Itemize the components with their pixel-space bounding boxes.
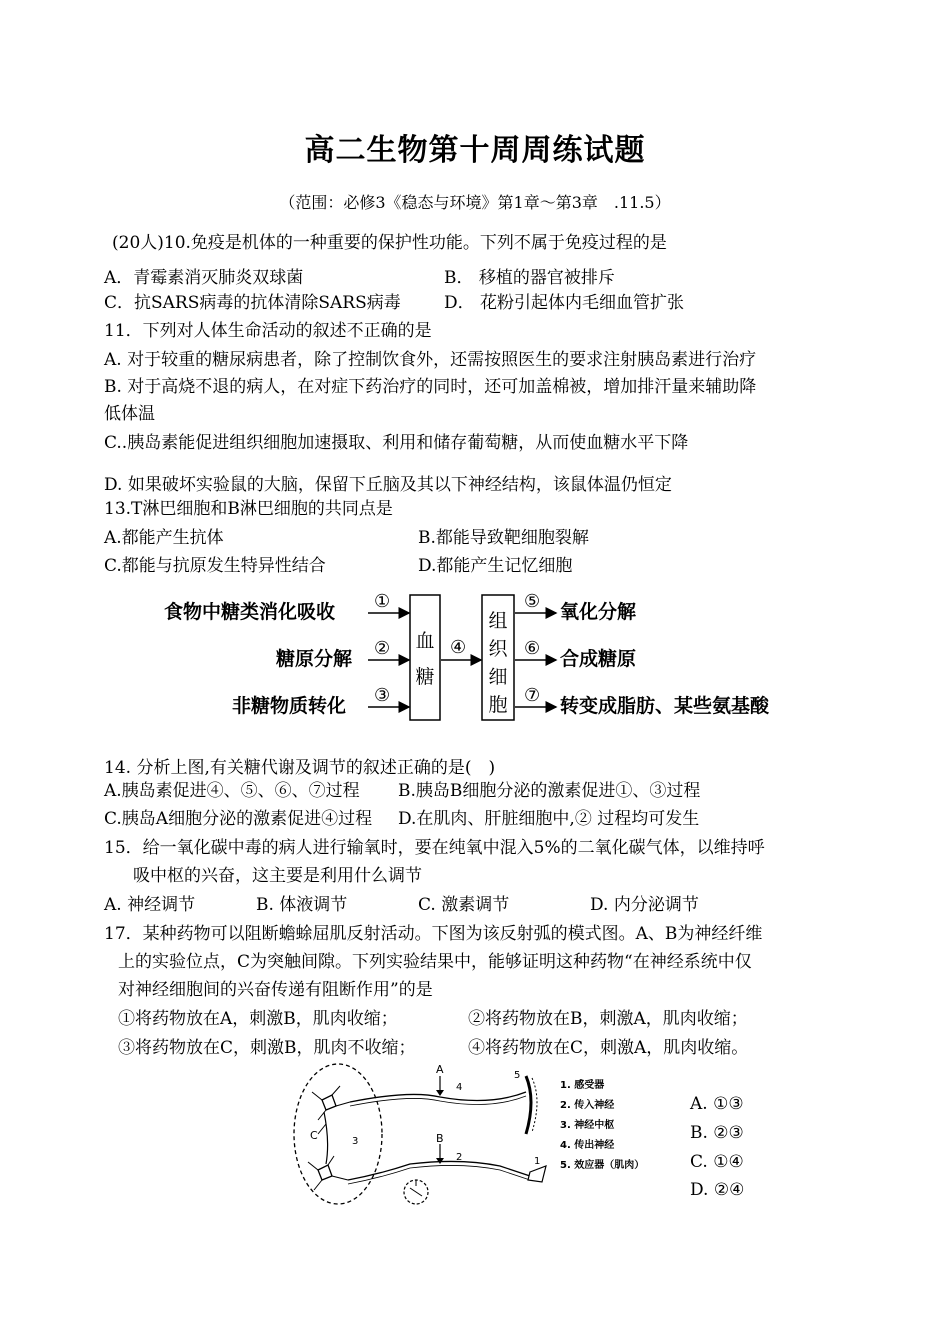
tissue-text-char: 胞 xyxy=(488,694,508,716)
q17-stem-line2: 上的实验位点，C为突触间隙。下列实验结果中，能够证明这种药物“在神经系统中仅 xyxy=(118,952,752,972)
q17-option-d: D. ②④ xyxy=(690,1180,745,1200)
num-3: ③ xyxy=(374,685,391,706)
q15-option-a: A. 神经调节 xyxy=(104,895,196,915)
reflex-arc-diagram xyxy=(290,1062,680,1222)
num-1: ① xyxy=(374,591,391,612)
blood-text-char: 糖 xyxy=(415,666,435,688)
legend-4: 4. 传出神经 xyxy=(560,1140,615,1151)
q17-option-a: A. ①③ xyxy=(690,1094,744,1114)
page-subtitle: （范围：必修3《稳态与环境》第1章～第3章 .11.5） xyxy=(279,193,671,212)
q13-option-d: D.都能产生记忆细胞 xyxy=(418,556,573,576)
nerve-center-outline xyxy=(294,1064,382,1204)
point-c-label: C xyxy=(310,1129,318,1142)
point-a-label: A xyxy=(436,1063,444,1076)
legend-1: 1. 感受器 xyxy=(560,1080,605,1091)
q17-option-b: B. ②③ xyxy=(690,1123,744,1143)
q13-option-a: A.都能产生抗体 xyxy=(104,528,224,548)
blood-text-char: 血 xyxy=(415,630,435,652)
sugar-input-label-3: 非糖物质转化 xyxy=(232,695,347,717)
label-num-5: 5 xyxy=(514,1070,521,1081)
sugar-input-label-2: 糖原分解 xyxy=(276,648,353,670)
label-num-3: 3 xyxy=(352,1136,359,1147)
q10-option-b: B． 移植的器官被排斥 xyxy=(444,268,615,288)
q13-stem: 13.T淋巴细胞和B淋巴细胞的共同点是 xyxy=(104,499,393,519)
neuron-cell-upper xyxy=(312,1086,350,1120)
sugar-output-label-1: 氧化分解 xyxy=(560,601,637,623)
num-6: ⑥ xyxy=(524,638,541,659)
q14-stem: 14. 分析上图,有关糖代谢及调节的叙述正确的是( ) xyxy=(104,758,496,778)
q14-option-d: D.在肌肉、肝脏细胞中,② 过程均可发生 xyxy=(398,809,700,829)
q10-option-d: D． 花粉引起体内毛细血管扩张 xyxy=(444,293,685,313)
q14-option-c: C.胰岛A细胞分泌的激素促进④过程 xyxy=(104,809,373,829)
receptor xyxy=(528,1166,546,1182)
neuron-cell-lower xyxy=(308,1156,348,1190)
page-title: 高二生物第十周周练试题 xyxy=(304,133,646,168)
point-b-label: B xyxy=(436,1132,444,1145)
q15-option-d: D. 内分泌调节 xyxy=(590,895,699,915)
blood-sugar-box xyxy=(410,595,440,720)
q11-option-b-line2: 低体温 xyxy=(104,404,155,424)
q11-option-d: D. 如果破坏实验鼠的大脑，保留下丘脑及其以下神经结构，该鼠体温仍恒定 xyxy=(104,475,672,495)
sugar-output-label-3: 转变成脂肪、某些氨基酸 xyxy=(560,695,770,717)
q13-option-b: B.都能导致靶细胞裂解 xyxy=(418,528,589,548)
tissue-text-char: 组 xyxy=(488,610,508,632)
q10-option-a: A．青霉素消灭肺炎双球菌 xyxy=(104,268,304,288)
q17-statement-1: ①将药物放在A，刺激B，肌肉收缩； xyxy=(118,1009,398,1029)
q13-option-c: C.都能与抗原发生特异性结合 xyxy=(104,556,326,576)
legend-3: 3. 神经中枢 xyxy=(560,1120,615,1131)
q17-option-c: C. ①④ xyxy=(690,1152,744,1172)
q11-stem: 11．下列对人体生命活动的叙述不正确的是 xyxy=(104,321,432,341)
sugar-metabolism-diagram xyxy=(160,585,810,735)
q10-option-c: C．抗SARS病毒的抗体清除SARS病毒 xyxy=(104,293,401,313)
sugar-input-label-1: 食物中糖类消化吸收 xyxy=(164,601,336,623)
q10-stem: (20人)10.免疫是机体的一种重要的保护性功能。下列不属于免疫过程的是 xyxy=(112,233,667,253)
num-4: ④ xyxy=(450,637,467,658)
q17-statement-3: ③将药物放在C，刺激B，肌肉不收缩； xyxy=(118,1038,416,1058)
q15-option-c: C. 激素调节 xyxy=(418,895,510,915)
q15-option-b: B. 体液调节 xyxy=(256,895,348,915)
q17-stem-line1: 17．某种药物可以阻断蟾蜍屈肌反射活动。下图为该反射弧的模式图。A、B为神经纤维 xyxy=(104,924,763,944)
q11-option-a: A. 对于较重的糖尿病患者，除了控制饮食外，还需按照医生的要求注射胰岛素进行治疗 xyxy=(104,350,757,370)
effector-muscle xyxy=(526,1076,531,1134)
label-num-2: 2 xyxy=(456,1152,463,1163)
num-5: ⑤ xyxy=(524,591,541,612)
q15-stem-line2: 吸中枢的兴奋，这主要是利用什么调节 xyxy=(133,866,422,886)
label-num-4: 4 xyxy=(456,1082,463,1093)
q11-option-c: C..胰岛素能促进组织细胞加速摄取、利用和储存葡萄糖，从而使血糖水平下降 xyxy=(104,433,689,453)
q15-stem-line1: 15．给一氧化碳中毒的病人进行输氧时，要在纯氧中混入5%的二氧化碳气体，以维持呼 xyxy=(104,838,765,858)
legend-2: 2. 传入神经 xyxy=(560,1100,615,1111)
legend-5: 5. 效应器（肌肉） xyxy=(560,1160,645,1171)
tissue-text-char: 细 xyxy=(488,666,508,688)
num-7: ⑦ xyxy=(524,685,541,706)
label-num-1: 1 xyxy=(534,1156,541,1167)
q11-option-b-line1: B. 对于高烧不退的病人，在对症下药治疗的同时，还可加盖棉被，增加排汗量来辅助降 xyxy=(104,377,757,397)
sugar-output-label-2: 合成糖原 xyxy=(560,648,637,670)
q14-option-b: B.胰岛B细胞分泌的激素促进①、③过程 xyxy=(398,781,701,801)
tissue-text-char: 织 xyxy=(488,638,508,660)
q17-statement-2: ②将药物放在B，刺激A，肌肉收缩； xyxy=(468,1009,748,1029)
num-2: ② xyxy=(374,638,391,659)
q14-option-a: A.胰岛素促进④、⑤、⑥、⑦过程 xyxy=(104,781,360,801)
interneuron xyxy=(324,1112,328,1164)
q17-statement-4: ④将药物放在C，刺激A，肌肉收缩。 xyxy=(468,1038,749,1058)
q17-stem-line3: 对神经细胞间的兴奋传递有阻断作用”的是 xyxy=(118,980,433,1000)
